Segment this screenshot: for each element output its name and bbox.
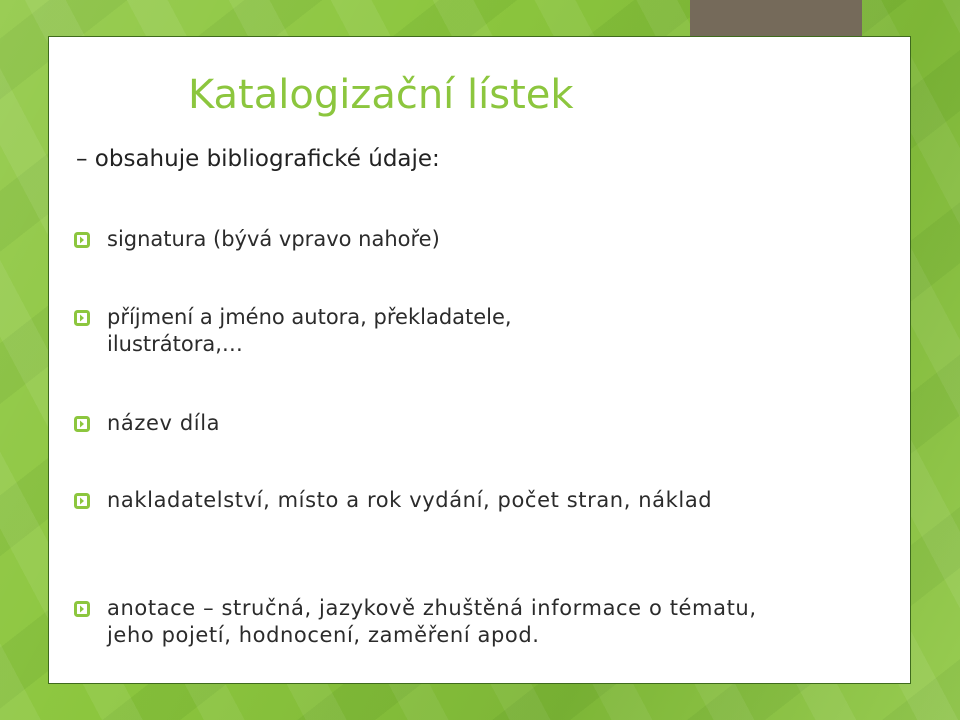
checkbox-arrow-icon [74,493,90,509]
bullet-item [74,595,814,649]
bullet-item [74,226,814,253]
checkbox-arrow-icon [74,310,90,326]
title-tab [690,0,862,36]
bullet-text: nakladatelství, místo a rok vydání, počet stran, náklad [107,488,713,512]
checkbox-arrow-icon [74,416,90,432]
bullet-text: příjmení a jméno autora, překladatele, ilustrátora,… [107,305,512,356]
bullet-item [74,410,814,437]
slide-panel [48,36,911,684]
slide-title: Katalogizační lístek [188,72,574,118]
bullet-text: anotace – stručná, jazykově zhuštěná informace o tématu, jeho pojetí, hodnocení, zaměření apod. [107,596,757,647]
checkbox-arrow-icon [74,232,90,248]
bullet-item [74,487,814,514]
bullet-text: název díla [107,411,221,435]
bullet-item [74,304,814,358]
slide-subtitle: – obsahuje bibliografické údaje: [76,146,440,172]
bullet-text: signatura (bývá vpravo nahoře) [107,227,440,251]
checkbox-arrow-icon [74,601,90,617]
